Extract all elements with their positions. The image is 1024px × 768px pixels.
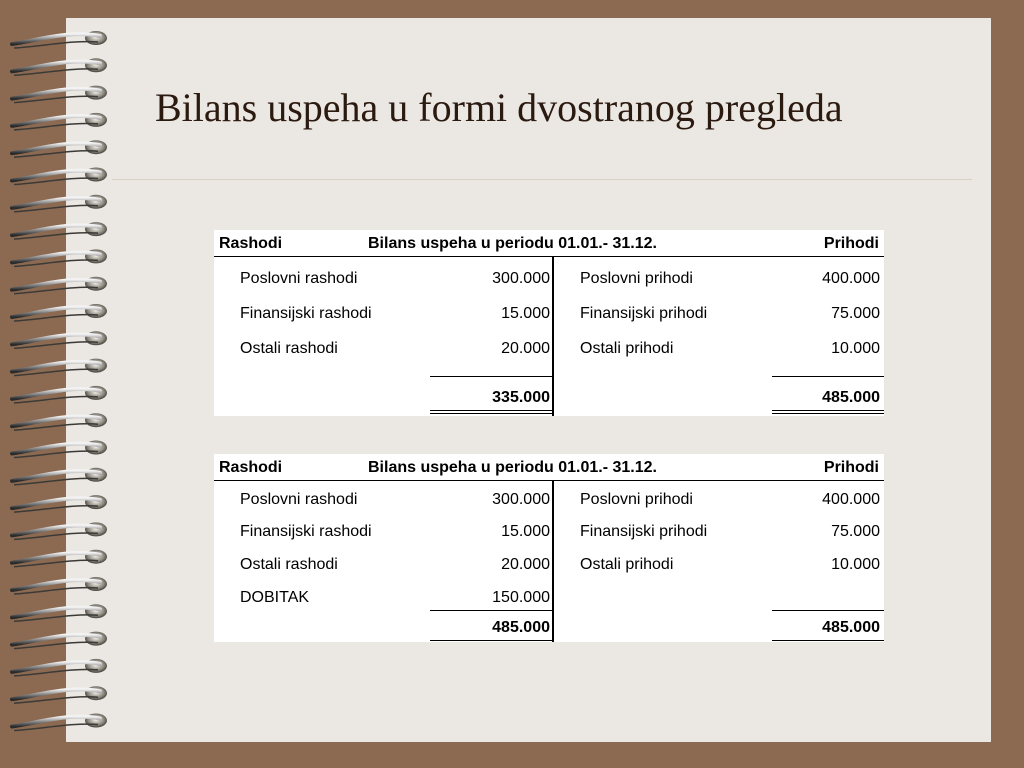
income-statement-table-1 <box>214 230 884 416</box>
total-underline-income <box>772 640 884 641</box>
expense-label: Ostali rashodi <box>240 340 338 357</box>
spiral-ring <box>12 359 107 376</box>
totals-row <box>214 616 884 640</box>
header-income: Prihodi <box>823 235 879 252</box>
income-value: 75.000 <box>831 305 880 322</box>
spiral-ring <box>12 550 107 567</box>
header-expenses: Rashodi <box>219 459 283 476</box>
expense-value: 15.000 <box>501 523 550 540</box>
table-row <box>214 302 884 326</box>
table-row <box>214 267 884 291</box>
income-value: 10.000 <box>831 340 880 357</box>
spiral-ring <box>12 331 107 348</box>
header-period: Bilans uspeha u periodu 01.01.- 31.12. <box>368 235 657 252</box>
income-value: 75.000 <box>831 523 880 540</box>
table-header <box>214 230 884 257</box>
income-label: Ostali prihodi <box>580 556 674 573</box>
header-income: Prihodi <box>823 459 879 476</box>
spiral-ring <box>12 58 107 75</box>
income-value: 10.000 <box>831 556 880 573</box>
expense-value: 20.000 <box>501 340 550 357</box>
total-underline-expense <box>430 640 552 641</box>
spiral-ring <box>12 413 107 430</box>
income-label: Poslovni prihodi <box>580 491 693 508</box>
income-label: Poslovni prihodi <box>580 270 693 287</box>
expense-value: 150.000 <box>492 589 550 606</box>
spiral-ring <box>12 495 107 512</box>
spiral-ring <box>12 522 107 539</box>
subtotal-underline-expense <box>430 376 552 377</box>
totals-row <box>214 386 884 410</box>
total-double-underline-expense <box>430 410 552 414</box>
table-header <box>214 454 884 481</box>
spiral-ring <box>12 168 107 185</box>
total-expense: 485.000 <box>492 619 550 636</box>
spiral-ring <box>12 277 107 294</box>
income-label: Ostali prihodi <box>580 340 674 357</box>
income-label: Finansijski prihodi <box>580 305 708 322</box>
spiral-ring <box>12 714 107 731</box>
spiral-ring <box>12 140 107 157</box>
table-row <box>214 488 884 512</box>
total-expense: 335.000 <box>492 389 550 406</box>
spiral-ring <box>12 604 107 621</box>
subtotal-underline-expense <box>430 610 552 611</box>
table-row <box>214 586 884 610</box>
income-value: 400.000 <box>822 270 880 287</box>
expense-label: Poslovni rashodi <box>240 491 358 508</box>
table-row <box>214 337 884 361</box>
spiral-ring <box>12 468 107 485</box>
header-period: Bilans uspeha u periodu 01.01.- 31.12. <box>368 459 657 476</box>
header-expenses: Rashodi <box>219 235 283 252</box>
spiral-ring <box>12 86 107 103</box>
spiral-ring <box>12 686 107 703</box>
spiral-ring <box>12 441 107 458</box>
table-row <box>214 553 884 577</box>
expense-label: Poslovni rashodi <box>240 270 358 287</box>
spiral-binding <box>0 0 140 768</box>
subtotal-underline-income <box>772 376 884 377</box>
subtotal-underline-income <box>772 610 884 611</box>
expense-value: 15.000 <box>501 305 550 322</box>
income-value: 400.000 <box>822 491 880 508</box>
spiral-ring <box>12 632 107 649</box>
spiral-ring <box>12 304 107 321</box>
expense-value: 20.000 <box>501 556 550 573</box>
expense-label: DOBITAK <box>240 589 310 606</box>
expense-label: Finansijski rashodi <box>240 305 372 322</box>
expense-value: 300.000 <box>492 270 550 287</box>
spiral-ring <box>12 222 107 239</box>
title-divider <box>112 179 972 180</box>
income-statement-table-2 <box>214 454 884 642</box>
total-income: 485.000 <box>822 619 880 636</box>
spiral-ring <box>12 577 107 594</box>
total-income: 485.000 <box>822 389 880 406</box>
income-label: Finansijski prihodi <box>580 523 708 540</box>
total-double-underline-income <box>772 410 884 414</box>
expense-label: Finansijski rashodi <box>240 523 372 540</box>
expense-value: 300.000 <box>492 491 550 508</box>
spiral-ring <box>12 249 107 266</box>
spiral-ring <box>12 113 107 130</box>
spiral-ring <box>12 195 107 212</box>
expense-label: Ostali rashodi <box>240 556 338 573</box>
table-row <box>214 520 884 544</box>
slide-title: Bilans uspeha u formi dvostranog pregleda <box>155 85 843 130</box>
spiral-ring <box>12 31 107 48</box>
spiral-ring <box>12 386 107 403</box>
spiral-ring <box>12 659 107 676</box>
